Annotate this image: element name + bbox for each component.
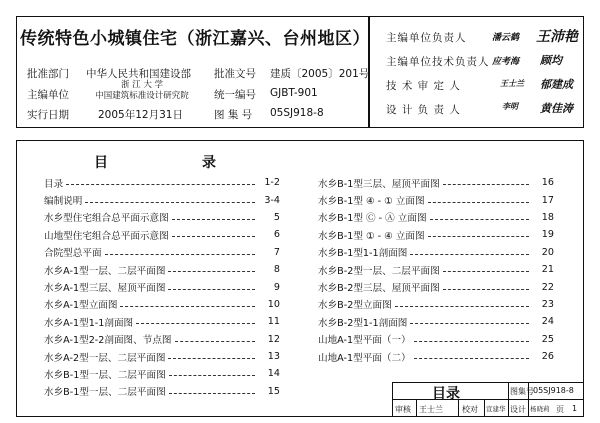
toc-entry-title: 水乡B-1型一层、二层平面图 <box>44 369 166 381</box>
toc-entry-title: 水乡型住宅组合总平面示意图 <box>44 213 169 225</box>
toc-entry <box>44 296 280 313</box>
toc-entry-title: 水乡B-1型1-1剖面图 <box>318 248 408 260</box>
toc-left-column <box>44 174 280 400</box>
toc-entry-title: 水乡B-2型三层、屋顶平面图 <box>318 283 440 295</box>
toc-entry-page: 20 <box>541 246 554 258</box>
toc-leader-dots <box>168 358 255 359</box>
toc-entry-title: 水乡A-1型三层、屋顶平面图 <box>44 283 166 295</box>
toc-entry <box>318 313 554 330</box>
toc-entry-page: 8 <box>273 264 280 276</box>
toc-entry-page: 22 <box>541 281 554 293</box>
toc-entry-title: 山地A-1型平面（一） <box>318 335 411 347</box>
toc-entry-page: 12 <box>267 333 280 345</box>
toc-entry <box>44 174 280 191</box>
toc-entry <box>44 191 280 208</box>
toc-entry-title: 水乡B-2型一层、二层平面图 <box>318 265 440 277</box>
chief-unit-line-2: 中国建筑标准设计研究院 <box>95 91 189 101</box>
toc-leader-dots <box>443 271 529 272</box>
toc-entry-title: 水乡A-1型立面图 <box>44 300 118 312</box>
toc-entry <box>318 261 554 278</box>
toc-entry-title: 水乡B-2型1-1剖面图 <box>318 317 408 329</box>
toc-entry-title: 水乡A-2型一层、二层平面图 <box>44 352 166 364</box>
toc-entry-page: 23 <box>541 298 554 310</box>
signature-mark-2b: 顾均 <box>540 54 562 67</box>
toc-entry <box>44 331 280 348</box>
toc-leader-dots <box>85 202 255 203</box>
toc-entry-title: 水乡B-1型 Ⓒ - Ⓐ 立面图 <box>318 213 427 225</box>
toc-entry-page: 26 <box>541 351 554 363</box>
atlas-no-value-tb: 05SJ918-8 <box>533 386 574 395</box>
toc-entry <box>318 226 554 243</box>
drawing-title: 目录 <box>432 386 460 402</box>
toc-entry <box>44 348 280 365</box>
atlas-no-label-tb: 图集号 <box>510 387 534 396</box>
toc-leader-dots <box>428 236 529 237</box>
toc-entry <box>44 261 280 278</box>
page-value: 1 <box>572 404 578 413</box>
impl-date-label: 实行日期 <box>27 109 69 121</box>
atlas-no-label: 图 集 号 <box>214 109 253 121</box>
toc-entry <box>318 174 554 191</box>
toc-entry-page: 18 <box>541 211 554 223</box>
design-label: 设计 <box>510 405 526 414</box>
toc-entry-page: 25 <box>541 333 554 345</box>
toc-entry-title: 水乡B-1型 ① - ④ 立面图 <box>318 230 425 242</box>
toc-entry-page: 10 <box>267 298 280 310</box>
toc-entry-page: 16 <box>541 177 554 189</box>
toc-right-column <box>318 174 554 365</box>
toc-leader-dots <box>168 271 255 272</box>
toc-entry-title: 目录 <box>44 178 64 190</box>
signature-mark-1: 潘云鹤 <box>492 33 520 43</box>
toc-entry <box>318 209 554 226</box>
signature-mark-4: 李明 <box>502 101 518 111</box>
toc-leader-dots <box>105 254 255 255</box>
toc-entry <box>44 383 280 400</box>
toc-entry <box>318 296 554 313</box>
toc-entry-title: 水乡B-2型立面图 <box>318 300 392 312</box>
toc-entry <box>318 191 554 208</box>
toc-entry-page: 15 <box>267 385 280 397</box>
review-name: 王士兰 <box>419 405 443 414</box>
contents-heading-left: 目 <box>94 155 108 171</box>
toc-entry <box>44 278 280 295</box>
toc-leader-dots <box>175 341 255 342</box>
toc-entry-title: 水乡B-1型 ④ - ① 立面图 <box>318 196 425 208</box>
toc-entry-page: 11 <box>267 316 280 328</box>
impl-date-value: 2005年12月31日 <box>98 109 183 121</box>
toc-entry-page: 17 <box>541 194 554 206</box>
toc-leader-dots <box>120 306 255 307</box>
toc-leader-dots <box>169 375 255 376</box>
toc-entry-page: 6 <box>273 229 280 241</box>
toc-leader-dots <box>172 219 255 220</box>
toc-entry-page: 14 <box>267 368 280 380</box>
approval-doc-value: 建质〔2005〕201号 <box>270 68 370 80</box>
signature-role-3: 技 术 审 定 人 <box>386 80 461 92</box>
toc-entry-page: 19 <box>541 229 554 241</box>
design-name: 杨晓莉 <box>530 405 550 413</box>
toc-leader-dots <box>428 202 529 203</box>
chief-unit-label: 主编单位 <box>27 89 69 101</box>
toc-entry <box>44 244 280 261</box>
check-name: 宣建华 <box>486 405 506 413</box>
toc-leader-dots <box>414 358 529 359</box>
check-label: 校对 <box>462 405 478 414</box>
toc-entry <box>44 226 280 243</box>
atlas-title: 传统特色小城镇住宅（浙江嘉兴、台州地区） <box>20 29 370 49</box>
toc-entry-title: 水乡A-1型2-2剖面图、节点图 <box>44 335 172 347</box>
toc-entry <box>44 365 280 382</box>
toc-leader-dots <box>410 323 529 324</box>
toc-entry-page: 13 <box>267 351 280 363</box>
signature-mark-3b: 郁建成 <box>540 78 573 91</box>
toc-leader-dots <box>136 323 255 324</box>
toc-leader-dots <box>443 289 529 290</box>
toc-leader-dots <box>168 289 255 290</box>
approval-dept-label: 批准部门 <box>27 68 69 80</box>
toc-entry-title: 山地A-1型平面（二） <box>318 352 411 364</box>
toc-leader-dots <box>410 254 529 255</box>
contents-heading-right: 录 <box>202 155 216 171</box>
signature-mark-3: 王士兰 <box>500 78 524 88</box>
toc-entry <box>318 244 554 261</box>
toc-entry-title: 水乡B-1型三层、屋顶平面图 <box>318 178 440 190</box>
approval-doc-label: 批准文号 <box>214 68 256 80</box>
review-label: 审核 <box>395 405 411 414</box>
signature-role-1: 主编单位负责人 <box>386 32 467 44</box>
chief-unit-line-1: 浙 江 大 学 <box>120 80 164 90</box>
signature-role-4: 设 计 负 责 人 <box>386 104 461 116</box>
toc-entry <box>318 331 554 348</box>
toc-entry-title: 水乡B-1型一层、二层平面图 <box>44 387 166 399</box>
toc-leader-dots <box>443 184 529 185</box>
toc-entry-title: 编制说明 <box>44 196 83 208</box>
toc-entry-title: 水乡A-1型1-1剖面图 <box>44 317 134 329</box>
toc-entry <box>44 209 280 226</box>
toc-entry-title: 水乡A-1型一层、二层平面图 <box>44 265 166 277</box>
toc-leader-dots <box>430 219 529 220</box>
page-label: 页 <box>556 405 564 414</box>
toc-entry-page: 24 <box>541 316 554 328</box>
signature-mark-2: 应考海 <box>492 57 520 67</box>
chief-unit-value <box>92 80 192 102</box>
unified-no-label: 统一编号 <box>214 89 256 101</box>
signature-mark-4b: 黄佳涛 <box>540 102 573 115</box>
toc-leader-dots <box>414 341 529 342</box>
toc-entry <box>318 348 554 365</box>
toc-entry <box>318 278 554 295</box>
toc-entry-page: 5 <box>273 211 280 223</box>
toc-entry-page: 21 <box>541 264 554 276</box>
atlas-no-value: 05SJ918-8 <box>270 107 324 119</box>
toc-leader-dots <box>66 184 255 185</box>
toc-leader-dots <box>172 236 255 237</box>
toc-leader-dots <box>395 306 529 307</box>
toc-entry-title: 合院型总平面 <box>44 248 102 260</box>
toc-entry-page: 3-4 <box>264 194 280 206</box>
toc-entry-page: 7 <box>273 246 280 258</box>
signature-role-2: 主编单位技术负责人 <box>386 56 490 68</box>
approval-dept-value: 中华人民共和国建设部 <box>86 68 191 80</box>
toc-entry-title: 山地型住宅组合总平面示意图 <box>44 230 169 242</box>
toc-leader-dots <box>169 393 255 394</box>
unified-no-value: GJBT-901 <box>270 87 318 99</box>
toc-entry <box>44 313 280 330</box>
signature-mark-1b: 王沛艳 <box>536 29 578 45</box>
toc-entry-page: 1-2 <box>264 177 280 189</box>
toc-entry-page: 9 <box>273 281 280 293</box>
